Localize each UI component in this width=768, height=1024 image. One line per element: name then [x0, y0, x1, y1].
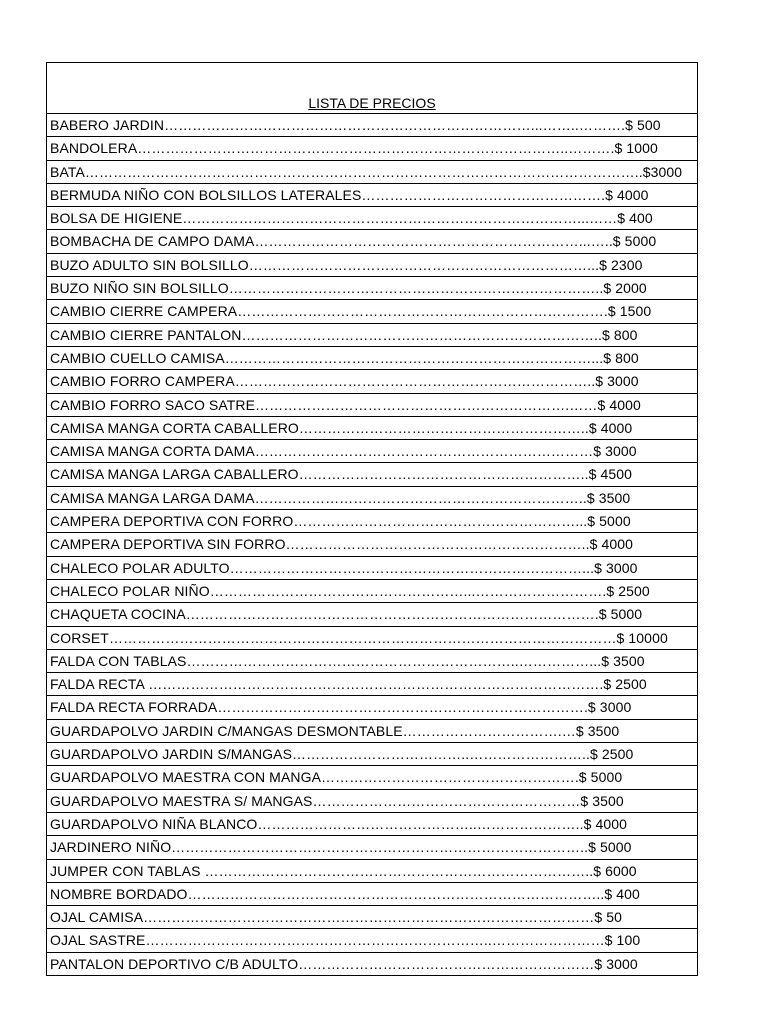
table-row: FALDA RECTA FORRADA…………………………………………………………………….$ 3000	[47, 696, 697, 719]
table-row: BATA………………………………………………………………………………………………………..$3000	[47, 161, 697, 184]
table-row: CAMBIO FORRO CAMPERA…………………………………………………………………..$ 3000	[47, 370, 697, 393]
table-row: GUARDAPOLVO MAESTRA S/ MANGAS…………………………………………………$ 3500	[47, 790, 697, 813]
table-row: CAMISA MANGA CORTA CABALLERO……………………………………………………..$ 4000	[47, 417, 697, 440]
page-title: LISTA DE PRECIOS	[308, 95, 436, 111]
table-row: CAMBIO CUELLO CAMISA……………………………………………………………………...$ 800	[47, 347, 697, 370]
table-row: GUARDAPOLVO JARDIN C/MANGAS DESMONTABLE…………………………….…$ 3500	[47, 720, 697, 743]
table-row: NOMBRE BORDADO……………………………………………………………………………..$ 400	[47, 883, 697, 906]
table-row: CHALECO POLAR NIÑO………………………………………………...……………………….$ 2500	[47, 580, 697, 603]
price-rows	[47, 114, 697, 976]
table-row: OJAL SASTRE………………………………………………………………..……………………$ 100	[47, 929, 697, 952]
table-row: BERMUDA NIÑO CON BOLSILLOS LATERALES…………………………………………….$ 4000	[47, 184, 697, 207]
table-row: JARDINERO NIÑO……………………………………………………………………………..$ 5000	[47, 836, 697, 859]
table-row: CHAQUETA COCINA…………………………………………………………………………….$ 5000	[47, 603, 697, 626]
table-row: GUARDAPOLVO NIÑA BLANCO………………………………………..…………………..$ 4000	[47, 813, 697, 836]
blank-header-row	[47, 63, 697, 92]
table-row: CAMISA MANGA CORTA DAMA………………………………………………………………$ 3000	[47, 440, 697, 463]
table-row: BOLSA DE HIGIENE…………………………………………………………………………...……$ 400	[47, 207, 697, 230]
table-row: CAMBIO CIERRE PANTALON…………………………………………………………………..$ 800	[47, 324, 697, 347]
title-row	[47, 92, 697, 114]
table-row: OJAL CAMISA……………………………………………………………………………………$ 50	[47, 906, 697, 929]
table-row: BUZO ADULTO SIN BOLSILLO………………………………………………………………...$ 2300	[47, 254, 697, 277]
table-row: CAMPERA DEPORTIVA CON FORRO……………………………………………………...$ 5000	[47, 510, 697, 533]
table-row: BOMBACHA DE CAMPO DAMA……………………………………………………………...…..$ 5000	[47, 230, 697, 253]
table-row: CHALECO POLAR ADULTO…………………………………………………………………...$ 3000	[47, 557, 697, 580]
table-row: JUMPER CON TABLAS ………………………………………………………………………..$ 6000	[47, 860, 697, 883]
table-row: BABERO JARDIN……………………………………………………………………...……..……….$ 500	[47, 114, 697, 137]
table-row: GUARDAPOLVO MAESTRA CON MANGA……………………………………………….$ 5000	[47, 766, 697, 789]
table-row: CAMISA MANGA LARGA CABALLERO……………………………………………………..$ 4500	[47, 463, 697, 486]
table-row: GUARDAPOLVO JARDIN S/MANGAS………………………………..……………………..$ 2500	[47, 743, 697, 766]
table-row: CAMBIO CIERRE CAMPERA…………………………………………………………………….$ 1500	[47, 300, 697, 323]
table-row: CAMISA MANGA LARGA DAMA……………………………………………………………..$ 3500	[47, 487, 697, 510]
table-row: CAMPERA DEPORTIVA SIN FORRO………………………………………………………..$ 4000	[47, 533, 697, 556]
table-row: FALDA RECTA …………………………………………………………………………………….$ 2500	[47, 673, 697, 696]
table-row: FALDA CON TABLAS……………………………………………………………..……………...$ 3500	[47, 650, 697, 673]
table-row: CORSET………………………………………………………………………………………………$ 10000	[47, 627, 697, 650]
table-row: BANDOLERA………………………………………………………………………………..……….$ 1000	[47, 137, 697, 160]
table-row: CAMBIO FORRO SACO SATRE………………………………………………………….……$ 4000	[47, 394, 697, 417]
table-row: BUZO NIÑO SIN BOLSILLO……………………………………………………………………..$ 2000	[47, 277, 697, 300]
table-row: PANTALON DEPORTIVO C/B ADULTO………………………………………………………$ 3000	[47, 953, 697, 976]
price-list-table	[46, 62, 698, 976]
